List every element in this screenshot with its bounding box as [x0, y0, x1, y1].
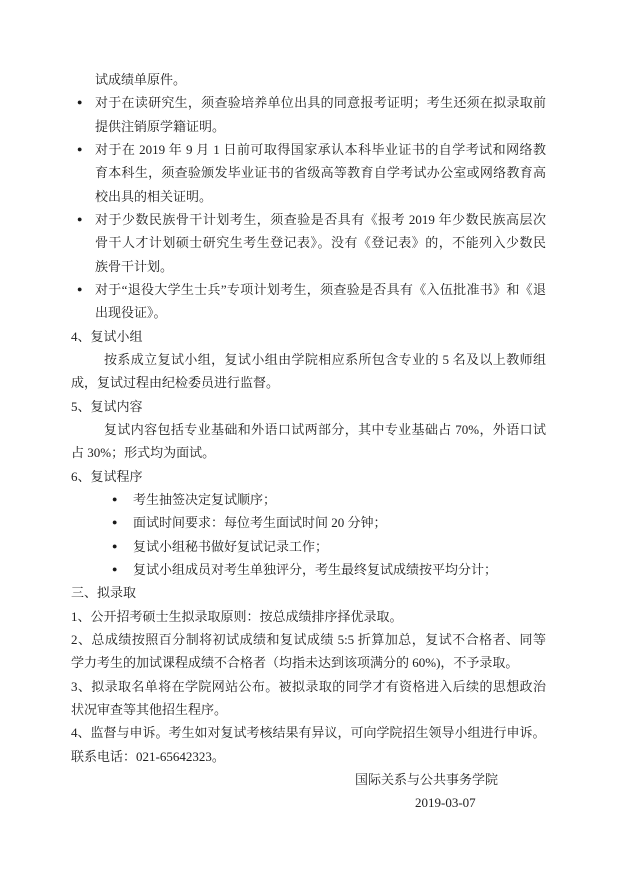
text-line: [0, 161, 630, 184]
line-text: 面试时间要求：每位考生面试时间 20 分钟；: [133, 515, 387, 531]
bullet-line: [0, 138, 630, 161]
line-text: 成，复试过程由纪检委员进行监督。: [71, 375, 280, 391]
line-text: 占 30%；形式均为面试。: [71, 445, 216, 461]
text-line: [0, 418, 630, 441]
line-text: 族骨干计划。: [95, 258, 174, 274]
bullet-icon: ●: [112, 493, 118, 504]
line-text: 学力考生的加试课程成绩不合格者（均指未达到该项满分的 60%)，不予录取。: [71, 655, 519, 671]
signature-date-line: [0, 791, 630, 814]
bullet-line: [0, 278, 630, 301]
line-text: 对于在 2019 年 9 月 1 日前可取得国家承认本科毕业证书的自学考试和网络教: [95, 141, 546, 157]
text-line: [0, 371, 630, 394]
line-text: 对于在读研究生，须查验培养单位出具的同意报考证明；考生还须在拟录取前: [95, 95, 546, 111]
line-text: 提供注销原学籍证明。: [95, 118, 226, 134]
bullet-line: [0, 488, 630, 511]
text-line: [0, 721, 630, 744]
signature-org-line: [0, 768, 630, 791]
line-text: 6、复试程序: [71, 468, 143, 484]
line-text: 1、公开招考硕士生拟录取原则：按总成绩排序择优录取。: [71, 608, 403, 624]
bullet-icon: ●: [112, 517, 118, 528]
line-text: 考生抽签决定复试顺序；: [133, 491, 277, 507]
line-text: 联系电话：021-65642323。: [71, 748, 225, 764]
bullet-line: [0, 208, 630, 231]
line-text: 复试小组成员对考生单独评分，考生最终复试成绩按平均分计；: [133, 561, 498, 577]
bullet-icon: ●: [77, 143, 83, 154]
text-line: [0, 605, 630, 628]
bullet-icon: ●: [77, 97, 83, 108]
text-line: [0, 185, 630, 208]
text-line: [0, 675, 630, 698]
bullet-icon: ●: [112, 540, 118, 551]
line-text: 复试小组秘书做好复试记录工作；: [133, 538, 329, 554]
text-line: [0, 115, 630, 138]
line-text: 对于少数民族骨干计划考生，须查验是否具有《报考 2019 年少数民族高层次: [95, 211, 546, 227]
line-text: 3、拟录取名单将在学院网站公布。被拟录取的同学才有资格进入后续的思想政治: [71, 678, 546, 694]
text-line: [0, 581, 630, 604]
line-text: 试成绩单原件。: [95, 72, 187, 87]
text-line: [0, 628, 630, 651]
line-text: 复试内容包括专业基础和外语口试两部分，其中专业基础占 70%，外语口试: [104, 421, 546, 437]
bullet-icon: ●: [77, 283, 83, 294]
line-text: 按系成立复试小组，复试小组由学院相应系所包含专业的 5 名及以上教师组: [104, 351, 546, 367]
text-line: [0, 698, 630, 721]
bullet-line: [0, 535, 630, 558]
line-text: 骨干人才计划硕士研究生考生登记表》。没有《登记表》的，不能列入少数民: [95, 235, 546, 251]
text-line: [0, 745, 630, 768]
bullet-line: [0, 511, 630, 534]
line-text: 三、拟录取: [71, 585, 137, 601]
text-line: [0, 441, 630, 464]
text-line: [0, 651, 630, 674]
text-line: [0, 68, 630, 91]
text-line: [0, 255, 630, 278]
text-line: [0, 348, 630, 371]
line-text: 4、监督与申诉。考生如对复试考核结果有异议，可向学院招生领导小组进行申诉。: [71, 725, 546, 741]
line-text: 校出具的相关证明。: [95, 188, 213, 204]
text-line: [0, 325, 630, 348]
line-text: 5、复试内容: [71, 398, 143, 414]
line-text: 4、复试小组: [71, 328, 143, 344]
bullet-line: [0, 558, 630, 581]
line-text: 状况审查等其他招生程序。: [71, 701, 228, 717]
text-line: [0, 231, 630, 254]
text-line: [0, 395, 630, 418]
bullet-line: [0, 91, 630, 114]
line-text: 2、总成绩按照百分制将初试成绩和复试成绩 5:5 折算加总，复试不合格者、同等: [71, 631, 546, 647]
line-text: 对于“退役大学生士兵”专项计划考生，须查验是否具有《入伍批准书》和《退: [95, 281, 546, 297]
bullet-icon: ●: [77, 213, 83, 224]
text-line: [0, 465, 630, 488]
line-text: 育本科生，须查验颁发毕业证书的省级高等教育自学考试办公室或网络教育高: [95, 165, 546, 181]
line-text: 国际关系与公共事务学院: [355, 771, 499, 787]
line-text: 2019-03-07: [415, 795, 476, 811]
text-line: [0, 301, 630, 324]
line-text: 出现役证》。: [95, 305, 167, 321]
bullet-icon: ●: [112, 563, 118, 574]
